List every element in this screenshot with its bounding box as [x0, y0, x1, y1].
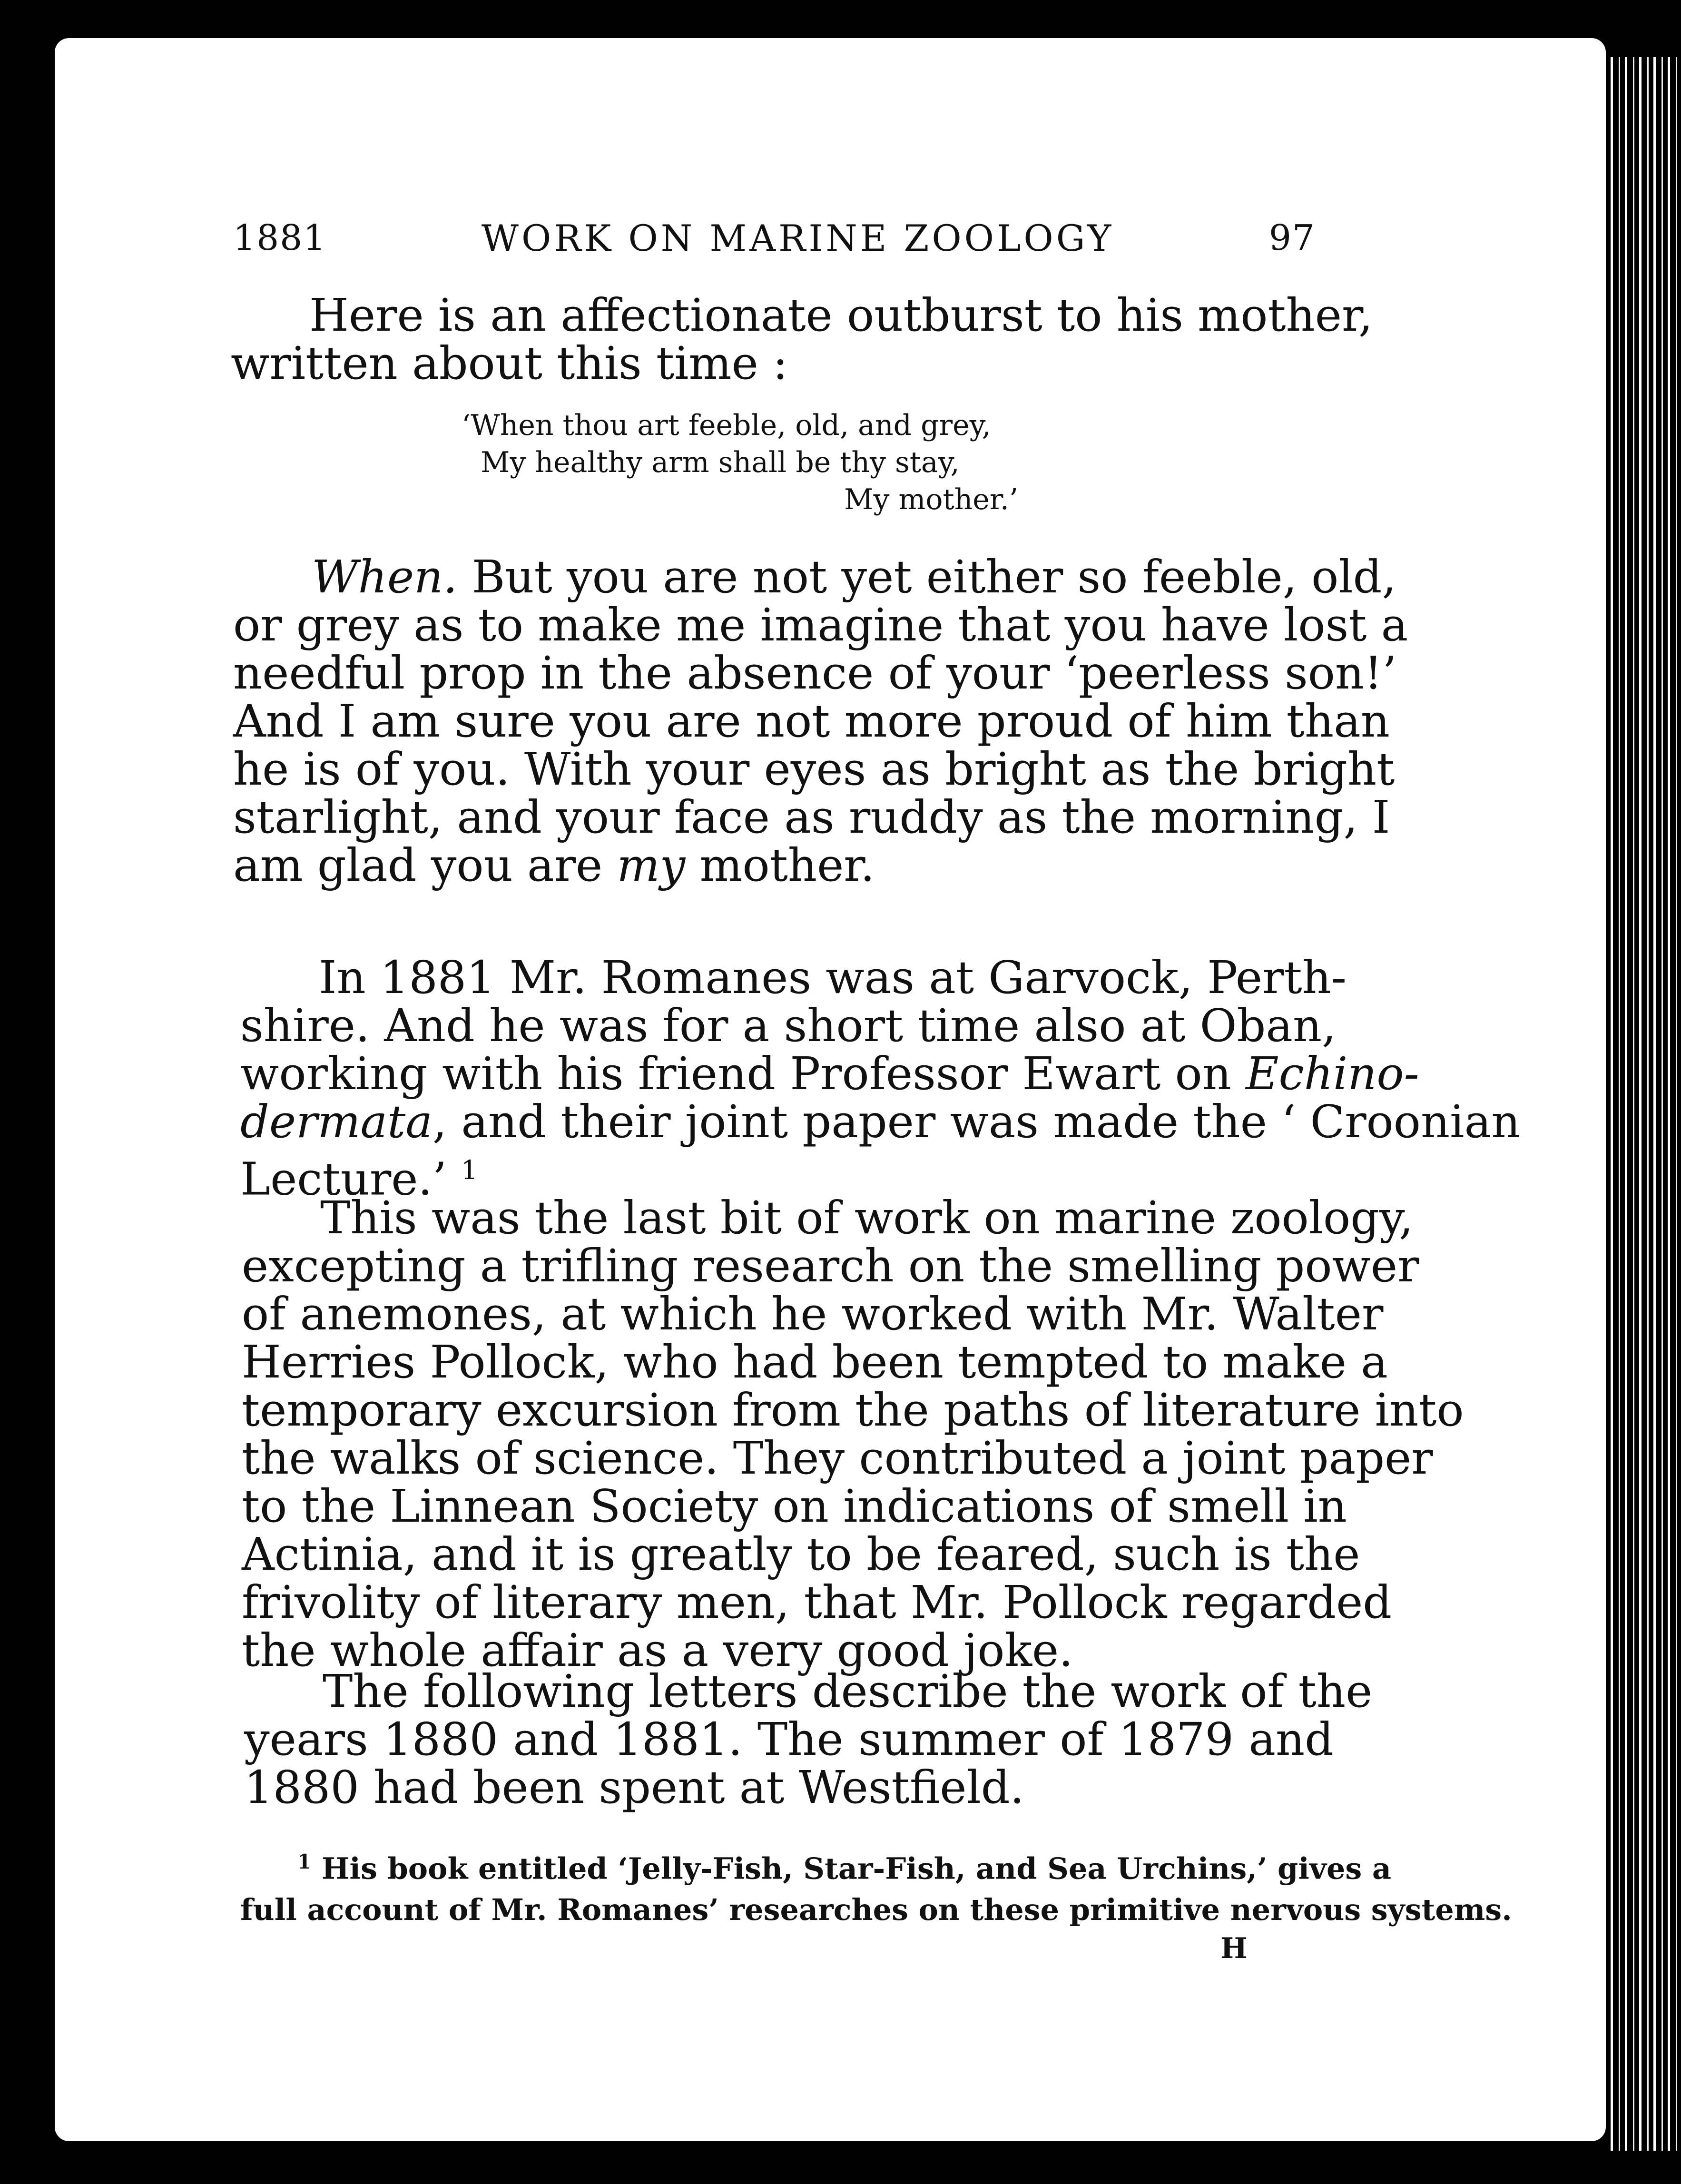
paragraph-line: This was the last bit of work on marine zoology,	[320, 1192, 1414, 1244]
letter-line: And I am sure you are not more proud of him than	[233, 695, 1390, 748]
paragraph-letters	[244, 1665, 1373, 1814]
letter-line: needful prop in the absence of your ‘peerless son!’	[233, 647, 1397, 699]
paragraph-line: years 1880 and 1881. The summer of 1879 and	[244, 1713, 1334, 1766]
letter-first-word: When.	[312, 551, 458, 603]
page-number: 97	[1268, 217, 1316, 258]
footnote-text: His book entitled ‘Jelly-Fish, Star-Fish, and Sea Urchins,’ gives a	[321, 1851, 1392, 1886]
intro-line: Here is an affectionate outburst to his mother,	[309, 289, 1373, 342]
paragraph-line: the whole affair as a very good joke.	[242, 1624, 1073, 1677]
paragraph-line: In 1881 Mr. Romanes was at Garvock, Perth-	[319, 952, 1347, 1004]
paragraph-marine-zoology	[242, 1192, 1464, 1677]
paragraph-line: excepting a trifling research on the smelling power	[242, 1240, 1419, 1292]
paragraph-emphasis: dermata	[240, 1096, 433, 1148]
footnote-line: full account of Mr. Romanes’ researches on these primitive nervous systems.	[240, 1892, 1512, 1927]
paragraph-line: temporary excursion from the paths of literature into	[242, 1384, 1464, 1436]
footnote-line	[240, 1841, 1392, 1889]
paragraph-text: Lecture.’	[240, 1153, 447, 1206]
footnote	[240, 1841, 1512, 1930]
paragraph-text: working with his friend Professor Ewart on	[240, 1048, 1246, 1100]
letter-line-text: am glad you are	[233, 839, 617, 892]
paragraph-line: 1880 had been spent at Westfield.	[244, 1761, 1024, 1814]
letter-line: or grey as to make me imagine that you have lost a	[233, 599, 1408, 651]
paragraph-line: Herries Pollock, who had been tempted to make a	[242, 1336, 1388, 1388]
letter-text	[233, 551, 1408, 892]
paragraph-line	[240, 1096, 1521, 1148]
poem-line: My mother.’	[844, 483, 1018, 516]
paragraph-garvock	[240, 952, 1521, 1206]
header-year: 1881	[233, 217, 327, 258]
page-edge-shadow	[1606, 57, 1681, 2151]
footnote-reference: 1	[461, 1155, 478, 1185]
paragraph-line: to the Linnean Society on indications of smell in	[242, 1480, 1347, 1533]
paragraph-line	[240, 1048, 1419, 1100]
paragraph-line: frivolity of literary men, that Mr. Pollock regarded	[242, 1576, 1392, 1629]
intro-paragraph	[231, 289, 1373, 390]
poem-quote	[462, 407, 1018, 518]
letter-line	[233, 839, 1320, 892]
signature-mark: H	[1220, 1932, 1248, 1965]
letter-line: starlight, and your face as ruddy as the morning, I	[233, 791, 1390, 844]
poem-line: My healthy arm shall be thy stay,	[481, 446, 960, 479]
paragraph-line: The following letters describe the work of the	[323, 1665, 1373, 1718]
header-title: WORK ON MARINE ZOOLOGY	[481, 216, 1114, 259]
running-head	[233, 216, 1316, 259]
paragraph-line: shire. And he was for a short time also at Oban,	[240, 1000, 1337, 1052]
footnote-marker: 1	[297, 1850, 312, 1873]
poem-line: ‘When thou art feeble, old, and grey,	[462, 409, 991, 442]
letter-line-text: mother.	[685, 839, 875, 892]
letter-emphasis: my	[617, 839, 686, 892]
paragraph-emphasis: Echino-	[1246, 1048, 1419, 1100]
paragraph-text: , and their joint paper was made the ‘ Croonian	[432, 1096, 1521, 1148]
paragraph-line: the walks of science. They contributed a joint paper	[242, 1432, 1433, 1485]
letter-line	[233, 551, 1396, 603]
letter-line-text: But you are not yet either so feeble, old,	[457, 551, 1396, 603]
paragraph-line: of anemones, at which he worked with Mr. Walter	[242, 1288, 1384, 1340]
intro-line: written about this time :	[231, 337, 788, 390]
paragraph-line: Actinia, and it is greatly to be feared, such is the	[242, 1528, 1360, 1581]
letter-line: he is of you. With your eyes as bright as the bright	[233, 743, 1395, 796]
